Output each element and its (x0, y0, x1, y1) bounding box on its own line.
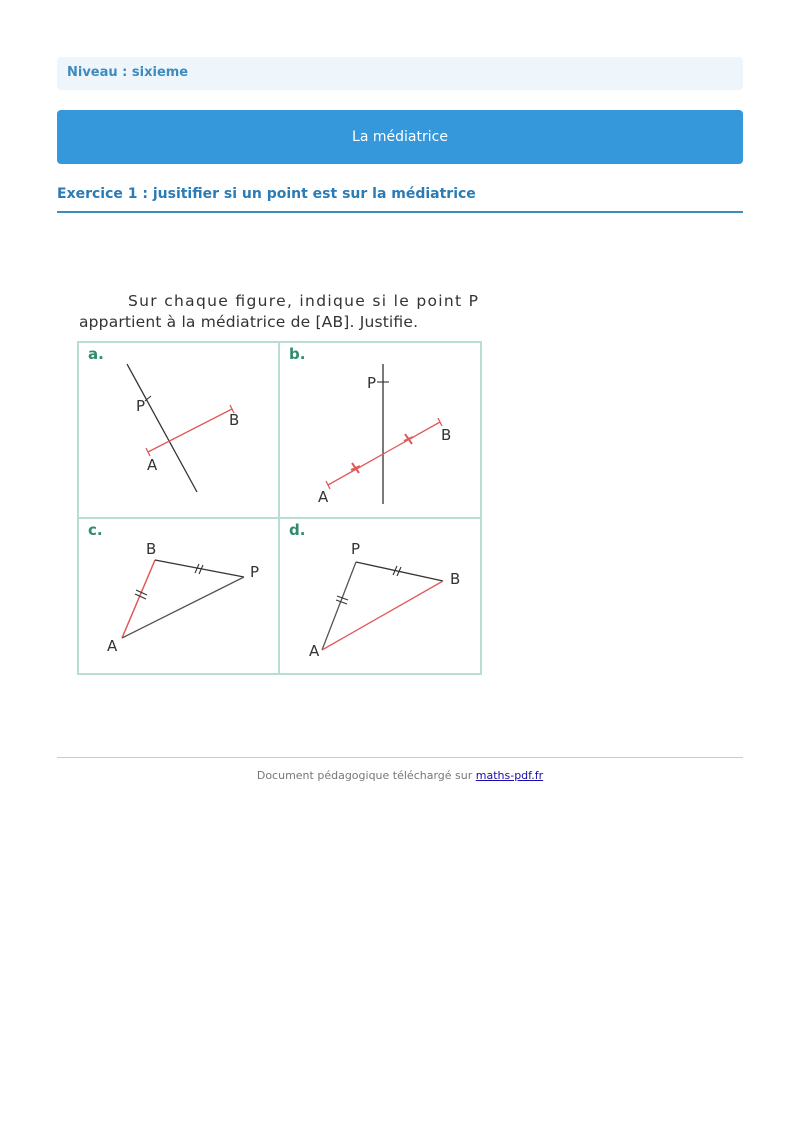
page-title-bar (57, 110, 743, 164)
panel-d-side-ap (322, 562, 356, 650)
panel-a-point-p: P (136, 397, 146, 415)
panel-b-point-a: A (318, 488, 329, 506)
panel-d-point-b: B (450, 570, 461, 588)
panel-c-point-a: A (107, 637, 118, 655)
page-title: La médiatrice (352, 129, 448, 145)
panel-a-segment-ab (148, 409, 232, 452)
panel-b (289, 345, 451, 506)
panel-b-point-b: B (441, 426, 452, 444)
footer-link[interactable]: maths-pdf.fr (475, 769, 544, 782)
panel-d-side-ba (322, 581, 443, 650)
footer-divider (57, 757, 743, 758)
panel-c-point-b: B (146, 540, 157, 558)
panel-d-label: d. (289, 521, 306, 539)
panel-c-side-bp (155, 560, 244, 577)
level-text: Niveau : sixieme (67, 65, 189, 80)
panel-c-side-pa (122, 577, 244, 638)
footer-text: Document pédagogique téléchargé sur (256, 769, 476, 782)
panel-c (88, 521, 259, 655)
panel-a-point-a: A (147, 456, 158, 474)
panel-a-label: a. (88, 345, 104, 363)
panel-a (88, 345, 239, 492)
panel-d-point-p: P (351, 540, 361, 558)
panel-b-segment-ab (328, 422, 440, 485)
level-banner (57, 57, 743, 90)
panel-c-side-ab (122, 560, 155, 638)
panel-c-label: c. (88, 521, 103, 539)
panel-b-tick-b (438, 418, 442, 426)
panel-a-point-b: B (229, 411, 240, 429)
figure-svg (72, 280, 492, 685)
panel-d-point-a: A (309, 642, 320, 660)
panel-c-point-p: P (250, 563, 260, 581)
panel-b-label: b. (289, 345, 306, 363)
panel-d (289, 521, 460, 660)
exercise-title: Exercice 1 : jusitifier si un point est sur la médiatrice (57, 186, 743, 213)
prompt-line-1: Sur chaque figure, indique si le point P (128, 292, 478, 310)
panel-a-line (127, 364, 197, 492)
panel-b-point-p: P (367, 374, 377, 392)
footer (57, 769, 743, 782)
exercise-figure (72, 280, 492, 685)
prompt-line-2: appartient à la médiatrice de [AB]. Justifie. (79, 313, 418, 331)
